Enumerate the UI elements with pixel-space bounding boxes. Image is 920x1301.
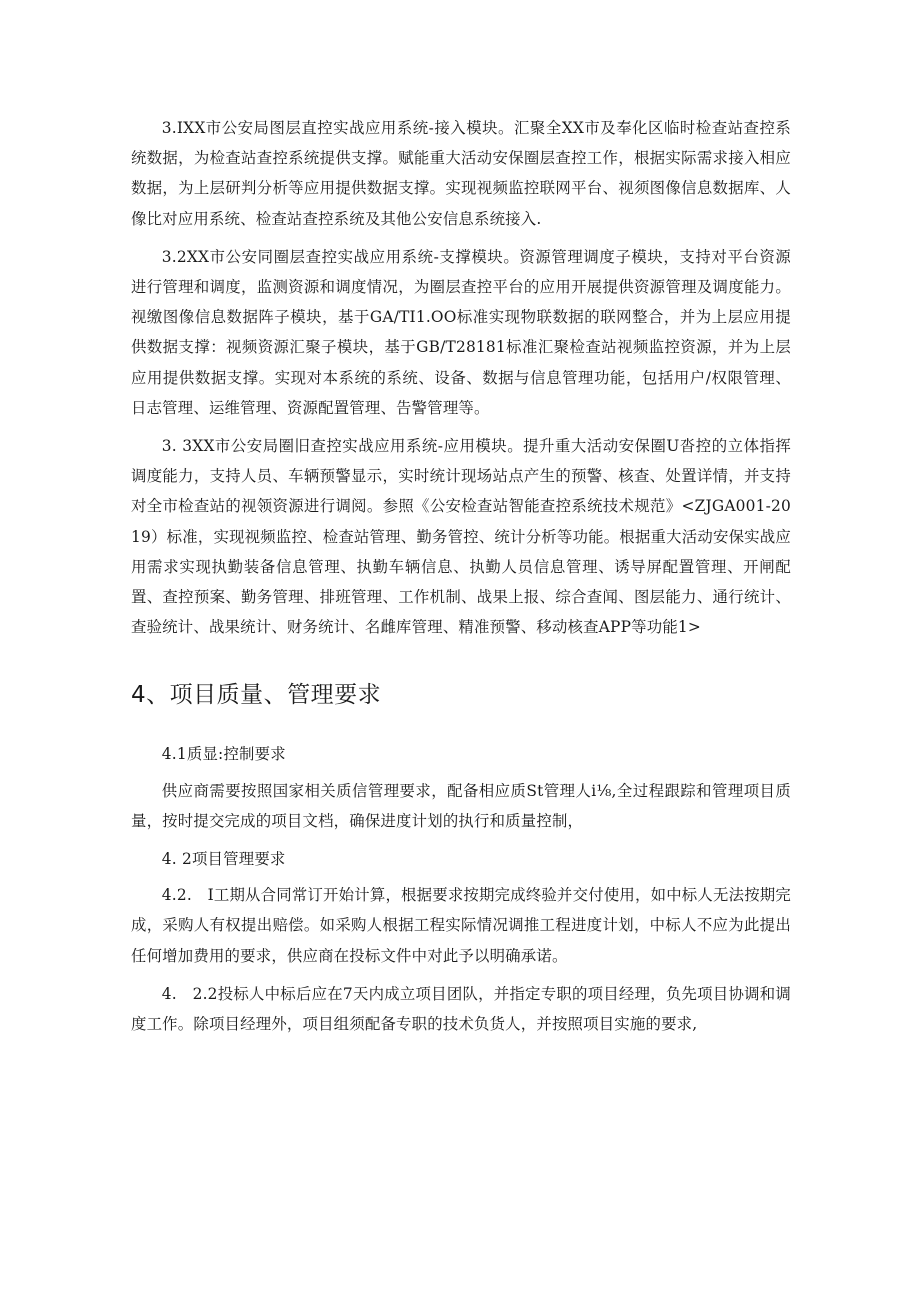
document-body [131,113,791,1047]
paragraph-4-1-quality: 供应商需要按照国家相关质信管理要求，配备相应质St管理人i⅛,全过程跟踪和管理项目质量，按时提交完成的项目文档，确保进度计划的执行和质量控制， [131,781,791,830]
section-heading-4: 4、项目质量、管理要求 [131,682,382,709]
paragraph-4-2-2-team: 4. 2.2投标人中标后应在7天内成立项目团队，并指定专职的项目经理，负先项目协调和调度工作。除项目经理外，项目组须配备专职的技术负货人，并按照项目实施的要求, [131,984,791,1034]
paragraph-3-2-support-module: 3.2XX市公安同圈层查控实战应用系统-支撑模块。资源管理调度子模块，支持对平台资源进行管理和调度，监测资源和调度情况，为圈层查控平台的应用开展提供资源管理及调度能力。视缴图像信息数据阵子模块，基于GA/TI1.OO标准实现物联数据的联网整合，并为上层应用提供数据支撑：视频资源汇聚子模块，基于GB/T28181标准汇聚检查站视频监控资源，并为上层应用提供数据支撑。实现对本系统的系统、设备、数据与信息管理功能，包括用户/权限管理、日志管理、运维管理、资源配置管理、告警管理等。 [131,247,791,417]
subsection-title-4-1: 4.1质显:控制要求 [161,745,286,764]
subsection-title-4-2: 4. 2项目管理要求 [161,850,286,869]
paragraph-3-1-access-module: 3.IXX市公安局图层直控实战应用系统-接入模块。汇聚全XX市及奉化区临时检查站查控系统数据，为检查站查控系统提供支撑。赋能重大活动安保圈层查控工作，根据实际需求接入相应数据，为上层研判分析等应用提供数据支撑。实现视频监控联网平台、视须图像信息数据库、人像比对应用系统、检查站查控系统及其他公安信息系统接入. [131,119,791,228]
paragraph-3-3-application-module: 3. 3XX市公安局圈旧查控实战应用系统-应用模块。提升重大活动安保圈U沓控的立体指挥调度能力，支持人员、车辆预警显示，实时统计现场站点产生的预警、核查、处置详情，并支持对全市检查站的视领资源进行调阅。参照《公安检查站智能查控系统技术规范》<ZJGA001-2019）标准，实现视频监控、检查站管理、勤务管控、统计分析等功能。根据重大活动安保实战应用需求实现执勤装备信息管理、执勤车辆信息、执勤人员信息管理、诱导屏配置管理、开闸配置、查控预案、勤务管理、排班管理、工作机制、战果上报、综合查闻、图层能力、通行统计、查验统计、战果统计、财务统计、名雌库管理、精准预警、移动核查APP等功能1> [131,437,791,637]
paragraph-4-2-1-schedule: 4.2. I工期从合同常订开始计算，根据要求按期完成终验并交付使用，如中标人无法按期完成，采购人有权提出赔偿。如采购人根据工程实际情况调推工程进度计划，中标人不应为此提出任何增加费用的要求，供应商在投标文件中对此予以明确承诺。 [131,886,791,965]
